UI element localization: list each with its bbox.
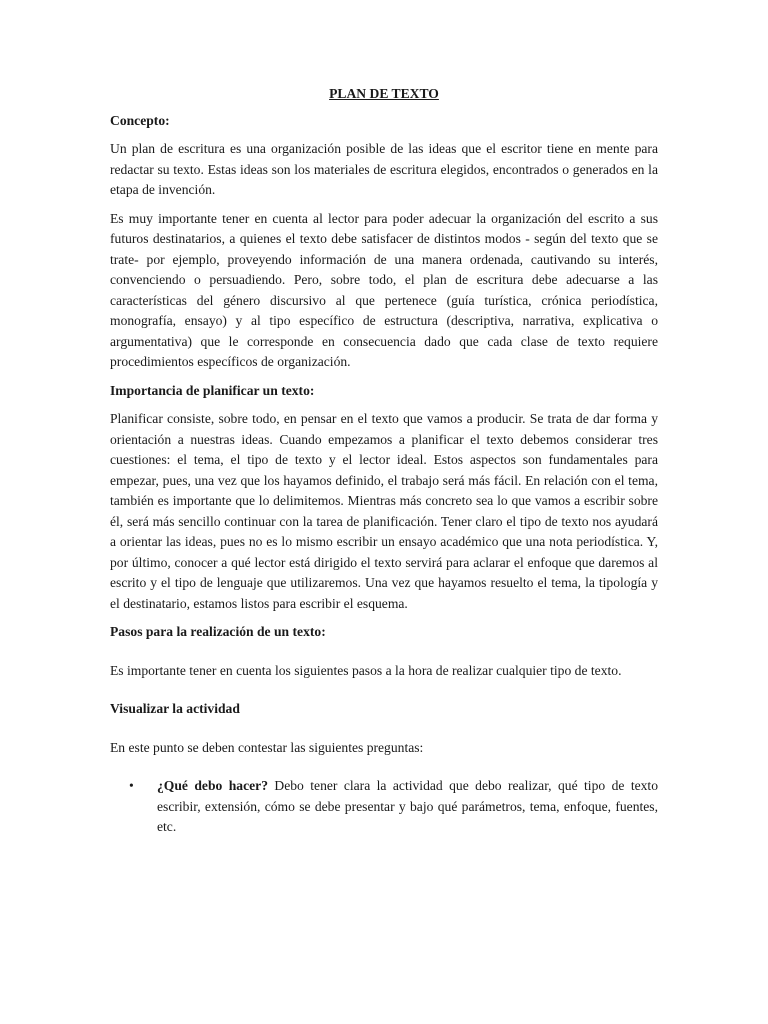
bullet-icon: • [129, 778, 134, 793]
concept-paragraph-1: Un plan de escritura es una organización posible de las ideas que el escritor tiene en mente para redactar su texto. Estas ideas son los materiales de escritura elegidos, encontrados o generados en la etapa de invención. [110, 141, 658, 197]
list-item [110, 776, 658, 838]
question-lead: ¿Qué debo hacer? [157, 778, 268, 793]
document-title: PLAN DE TEXTO [329, 86, 439, 101]
concept-heading: Concepto: [110, 112, 170, 128]
importance-paragraph: Planificar consiste, sobre todo, en pensar en el texto que vamos a producir. Se trata de dar forma y orientación a nuestras ideas. Cuando empezamos a planificar el texto debemos considerar tres cuestiones: el tema, el tipo de texto y el lector ideal. Estos aspectos son fundamentales para empezar, pues, una vez que los hayamos definido, el trabajo será más fácil. En relación con el tema, también es importante que lo delimitemos. Mientras más concreto sea lo que vamos a escribir sobre él, será más sencillo continuar con la tarea de planificación. Tener claro el tipo de texto nos ayudará a orientar las ideas, pues no es lo mismo escribir un ensayo académico que una nota periodística. Y, por último, conocer a qué lector está dirigido el texto servirá para aclarar el enfoque que daremos al escrito y el tipo de lenguaje que utilizaremos. Una vez que hayamos resuelto el tema, la tipología y el destinatario, estamos listos para escribir el esquema. [110, 411, 658, 611]
importance-heading: Importancia de planificar un texto: [110, 382, 315, 398]
steps-heading: Pasos para la realización de un texto: [110, 624, 326, 639]
visualize-paragraph: En este punto se deben contestar las siguientes preguntas: [110, 739, 424, 755]
concept-paragraph-2: Es muy importante tener en cuenta al lector para poder adecuar la organización del escrito a sus futuros destinatarios, a quienes el texto debe satisfacer de distintos modos - según del texto que se trate- por ejemplo, proveyendo información de una manera ordenada, cautivando su interés, convenciendo o persuadiendo. Pero, sobre todo, el plan de escritura debe adecuarse a las características del género discursivo al que pertenece (guía turística, crónica periodística, monografía, ensayo) y al tipo específico de estructura (descriptiva, narrativa, explicativa o argumentativa) que le corresponde en consecuencia dado que cada clase de texto requiere procedimientos específicos de organización. [110, 210, 658, 369]
question-list [110, 776, 658, 838]
visualize-heading: Visualizar la actividad [110, 701, 240, 716]
steps-paragraph: Es importante tener en cuenta los siguientes pasos a la hora de realizar cualquier tipo de texto. [110, 662, 622, 678]
question-text: Debo tener clara la actividad que debo realizar, qué tipo de texto escribir, extensión, cómo se debe presentar y bajo qué parámetros, tema, enfoque, fuentes, etc. [157, 778, 658, 834]
document-page [110, 84, 658, 838]
